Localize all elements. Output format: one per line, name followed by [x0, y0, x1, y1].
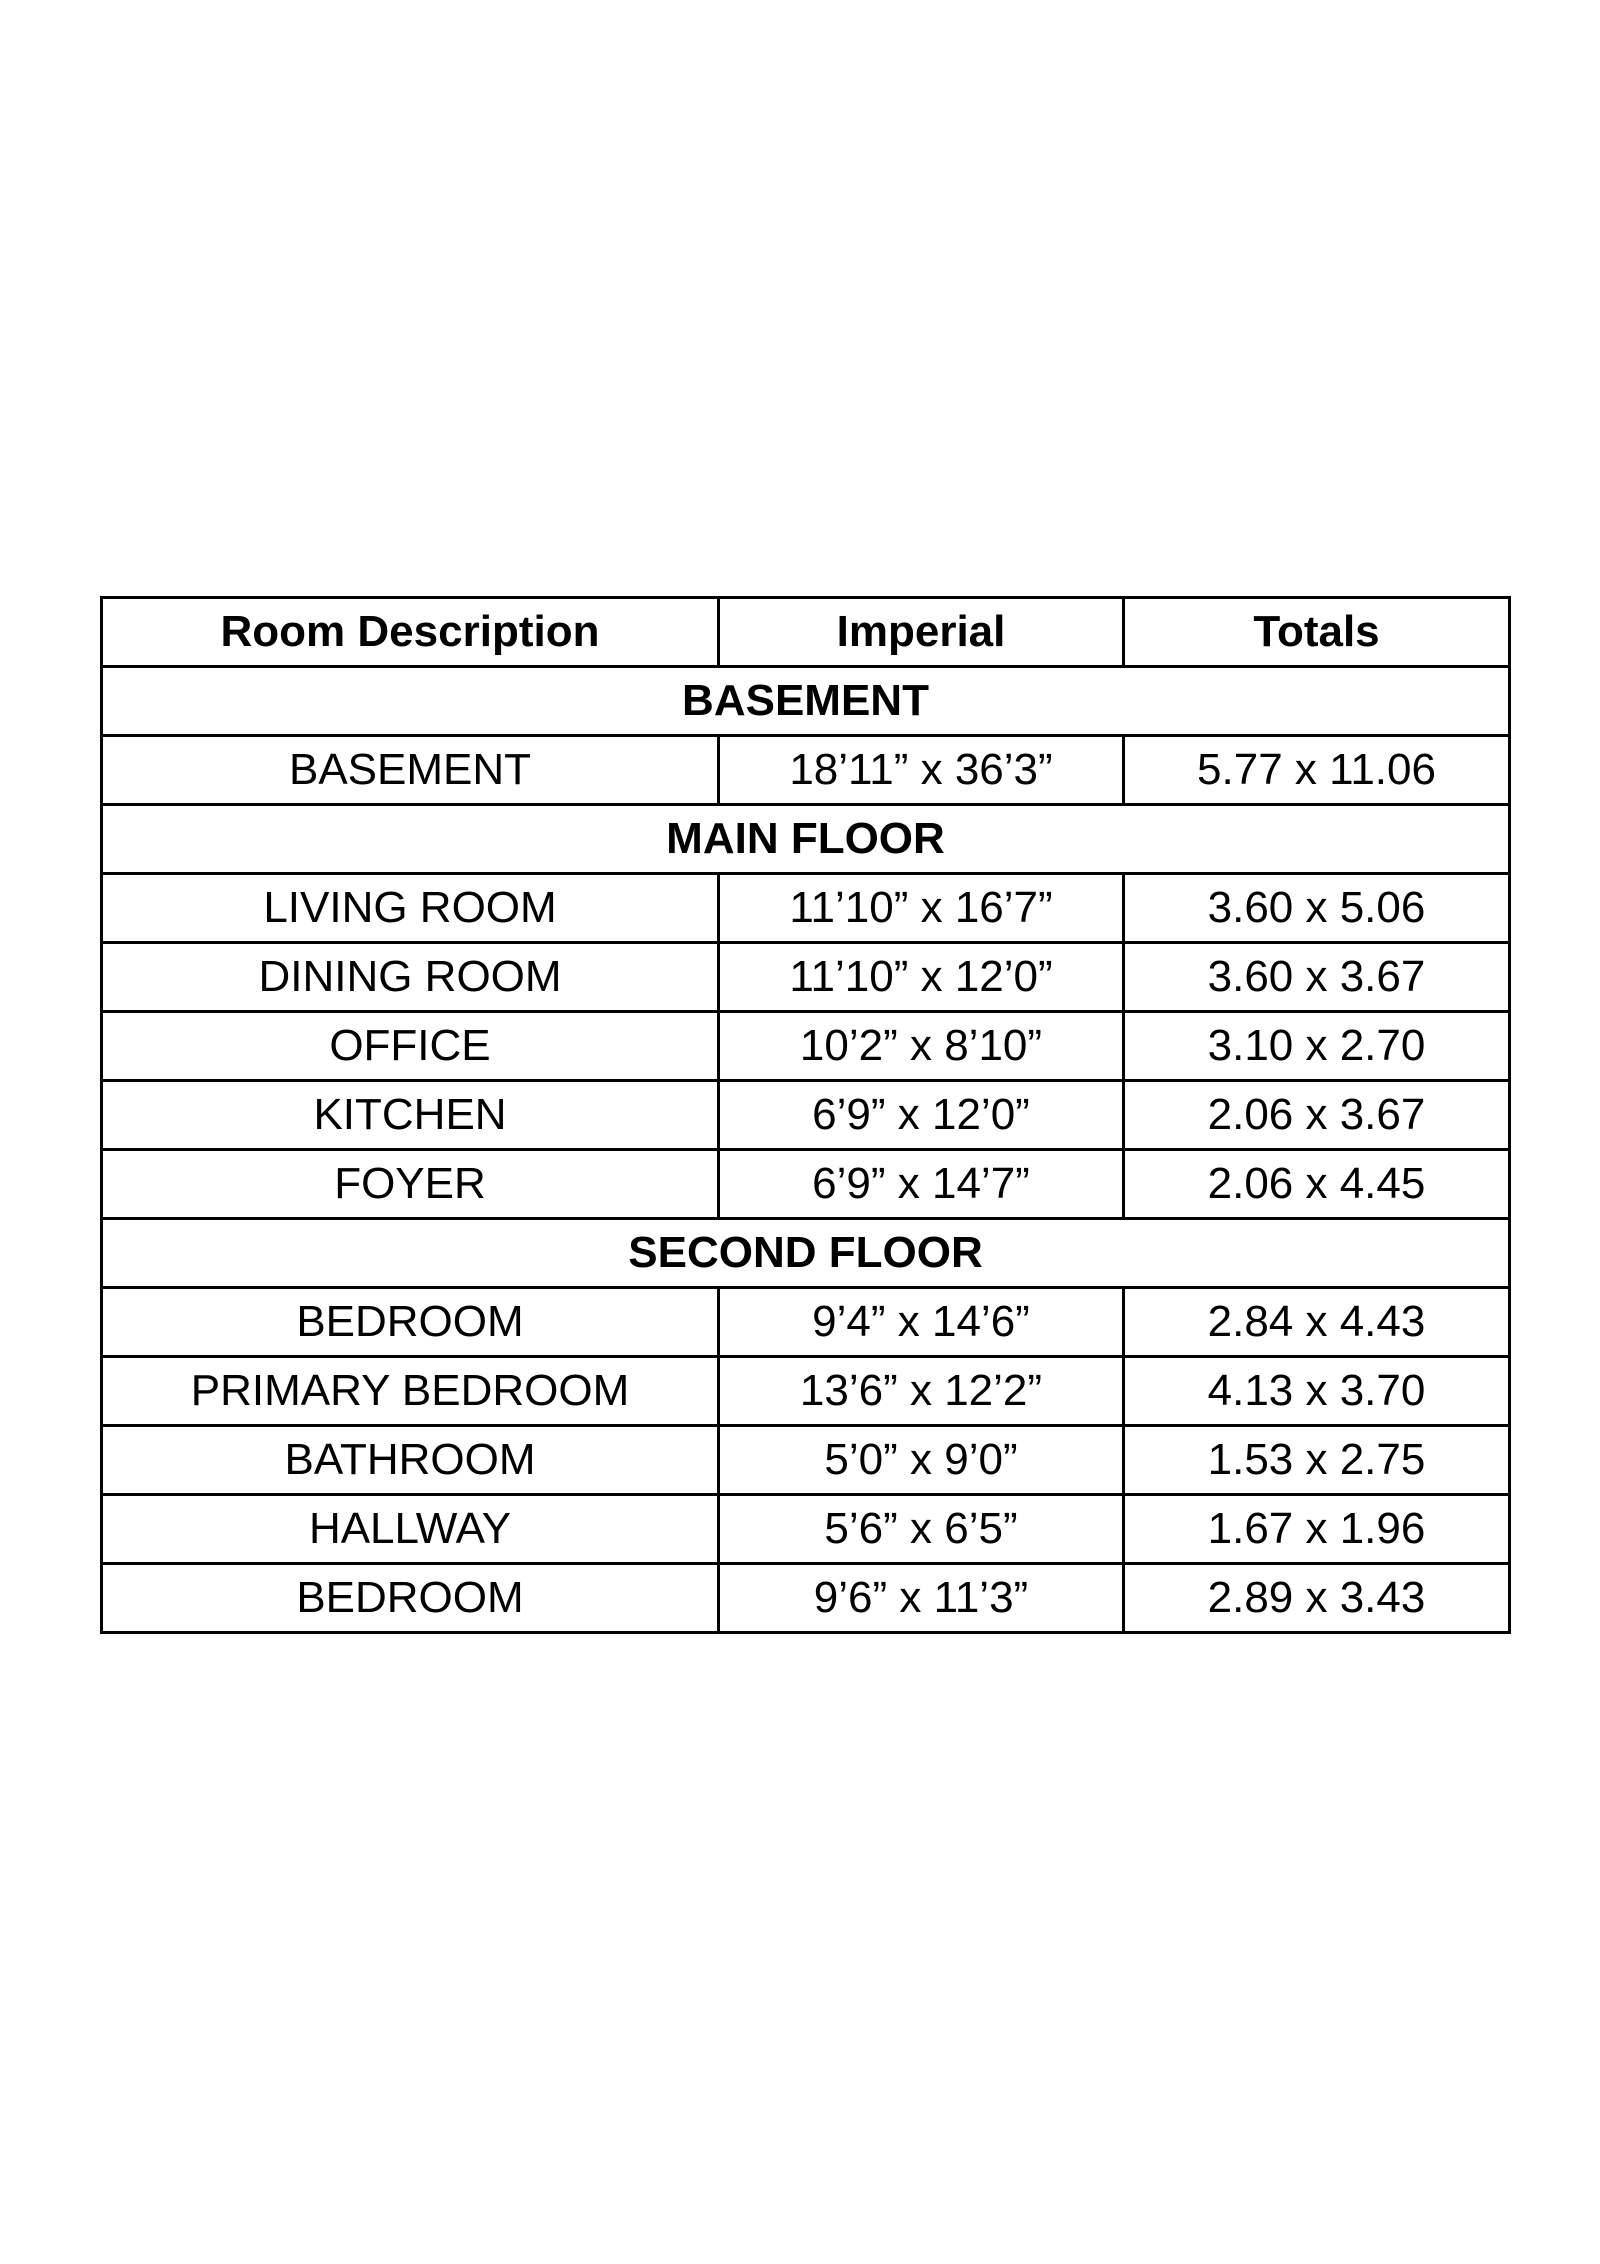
imperial-value: 5’6” x 6’5”: [719, 1495, 1124, 1564]
totals-value: 3.60 x 5.06: [1124, 874, 1510, 943]
table-row: [102, 1081, 1510, 1150]
room-name: BEDROOM: [102, 1564, 719, 1633]
imperial-value: 10’2” x 8’10”: [719, 1012, 1124, 1081]
header-row: [102, 598, 1510, 667]
section-row-basement: [102, 667, 1510, 736]
totals-value: 1.53 x 2.75: [1124, 1426, 1510, 1495]
imperial-value: 18’11” x 36’3”: [719, 736, 1124, 805]
table-row: [102, 1495, 1510, 1564]
room-name: DINING ROOM: [102, 943, 719, 1012]
room-name: HALLWAY: [102, 1495, 719, 1564]
room-name: BASEMENT: [102, 736, 719, 805]
imperial-value: 9’4” x 14’6”: [719, 1288, 1124, 1357]
imperial-value: 11’10” x 16’7”: [719, 874, 1124, 943]
section-row-main-floor: [102, 805, 1510, 874]
totals-value: 3.10 x 2.70: [1124, 1012, 1510, 1081]
totals-value: 5.77 x 11.06: [1124, 736, 1510, 805]
section-title: SECOND FLOOR: [102, 1219, 1510, 1288]
table-row: [102, 736, 1510, 805]
header-room-description: Room Description: [102, 598, 719, 667]
totals-value: 3.60 x 3.67: [1124, 943, 1510, 1012]
room-name: OFFICE: [102, 1012, 719, 1081]
totals-value: 2.84 x 4.43: [1124, 1288, 1510, 1357]
table-row: [102, 943, 1510, 1012]
header-imperial: Imperial: [719, 598, 1124, 667]
table-row: [102, 1357, 1510, 1426]
table-row: [102, 1564, 1510, 1633]
table-row: [102, 874, 1510, 943]
table-row: [102, 1012, 1510, 1081]
section-row-second-floor: [102, 1219, 1510, 1288]
room-name: BEDROOM: [102, 1288, 719, 1357]
totals-value: 2.06 x 3.67: [1124, 1081, 1510, 1150]
room-name: KITCHEN: [102, 1081, 719, 1150]
table-row: [102, 1150, 1510, 1219]
room-name: FOYER: [102, 1150, 719, 1219]
header-totals: Totals: [1124, 598, 1510, 667]
room-name: BATHROOM: [102, 1426, 719, 1495]
totals-value: 4.13 x 3.70: [1124, 1357, 1510, 1426]
table-row: [102, 1426, 1510, 1495]
room-name: PRIMARY BEDROOM: [102, 1357, 719, 1426]
table-row: [102, 1288, 1510, 1357]
imperial-value: 9’6” x 11’3”: [719, 1564, 1124, 1633]
imperial-value: 11’10” x 12’0”: [719, 943, 1124, 1012]
section-title: MAIN FLOOR: [102, 805, 1510, 874]
totals-value: 1.67 x 1.96: [1124, 1495, 1510, 1564]
room-name: LIVING ROOM: [102, 874, 719, 943]
imperial-value: 6’9” x 14’7”: [719, 1150, 1124, 1219]
room-dimensions-table: [100, 596, 1511, 1634]
imperial-value: 6’9” x 12’0”: [719, 1081, 1124, 1150]
section-title: BASEMENT: [102, 667, 1510, 736]
imperial-value: 5’0” x 9’0”: [719, 1426, 1124, 1495]
totals-value: 2.06 x 4.45: [1124, 1150, 1510, 1219]
totals-value: 2.89 x 3.43: [1124, 1564, 1510, 1633]
imperial-value: 13’6” x 12’2”: [719, 1357, 1124, 1426]
